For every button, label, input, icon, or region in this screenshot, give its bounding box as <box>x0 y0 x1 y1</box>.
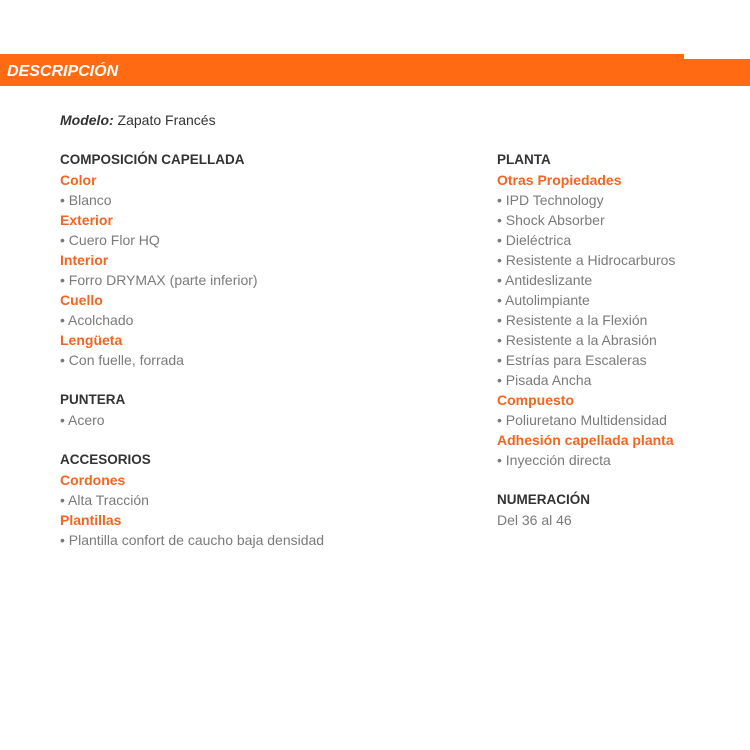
exterior-value: • Cuero Flor HQ <box>60 232 160 248</box>
modelo-value: Zapato Francés <box>113 112 216 128</box>
otras-item: • Pisada Ancha <box>497 372 592 388</box>
adhesion-value: • Inyección directa <box>497 452 611 468</box>
modelo-label: Modelo: <box>60 112 114 128</box>
description-header-bar <box>0 54 750 86</box>
lengueta-value: • Con fuelle, forrada <box>60 352 184 368</box>
header-title: DESCRIPCIÓN <box>7 63 119 80</box>
otras-item: • Resistente a Hidrocarburos <box>497 252 676 268</box>
otras-item: • Dieléctrica <box>497 232 572 248</box>
left-column <box>60 150 480 550</box>
header-bar-tail <box>684 59 750 86</box>
interior-value: • Forro DRYMAX (parte inferior) <box>60 272 258 288</box>
accesorios-title: ACCESORIOS <box>60 452 151 467</box>
planta-title: PLANTA <box>497 152 551 167</box>
modelo-line <box>60 111 216 129</box>
composicion-title: COMPOSICIÓN CAPELLADA <box>60 152 245 167</box>
otras-item: • IPD Technology <box>497 192 604 208</box>
otras-item: • Estrías para Escaleras <box>497 352 647 368</box>
puntera-title: PUNTERA <box>60 392 126 407</box>
color-label: Color <box>60 172 97 188</box>
cordones-value: • Alta Tracción <box>60 492 149 508</box>
puntera-value: • Acero <box>60 412 105 428</box>
right-column <box>497 150 747 530</box>
numeracion-value: Del 36 al 46 <box>497 512 572 528</box>
cordones-label: Cordones <box>60 472 126 488</box>
compuesto-value: • Poliuretano Multidensidad <box>497 412 667 428</box>
otras-item: • Resistente a la Flexión <box>497 312 648 328</box>
plantillas-value: • Plantilla confort de caucho baja densidad <box>60 532 325 548</box>
section-gap <box>60 370 480 390</box>
cuello-value: • Acolchado <box>60 312 134 328</box>
lengueta-label: Lengüeta <box>60 332 123 348</box>
compuesto-label: Compuesto <box>497 392 574 408</box>
section-gap <box>497 470 747 490</box>
otras-item: • Antideslizante <box>497 272 593 288</box>
otras-item: • Autolimpiante <box>497 292 590 308</box>
otras-item: • Resistente a la Abrasión <box>497 332 657 348</box>
otras-propiedades-label: Otras Propiedades <box>497 172 622 188</box>
adhesion-label: Adhesión capellada planta <box>497 432 674 448</box>
color-value: • Blanco <box>60 192 112 208</box>
interior-label: Interior <box>60 252 109 268</box>
plantillas-label: Plantillas <box>60 512 122 528</box>
section-gap <box>60 430 480 450</box>
otras-item: • Shock Absorber <box>497 212 605 228</box>
cuello-label: Cuello <box>60 292 103 308</box>
numeracion-title: NUMERACIÓN <box>497 492 590 507</box>
exterior-label: Exterior <box>60 212 113 228</box>
